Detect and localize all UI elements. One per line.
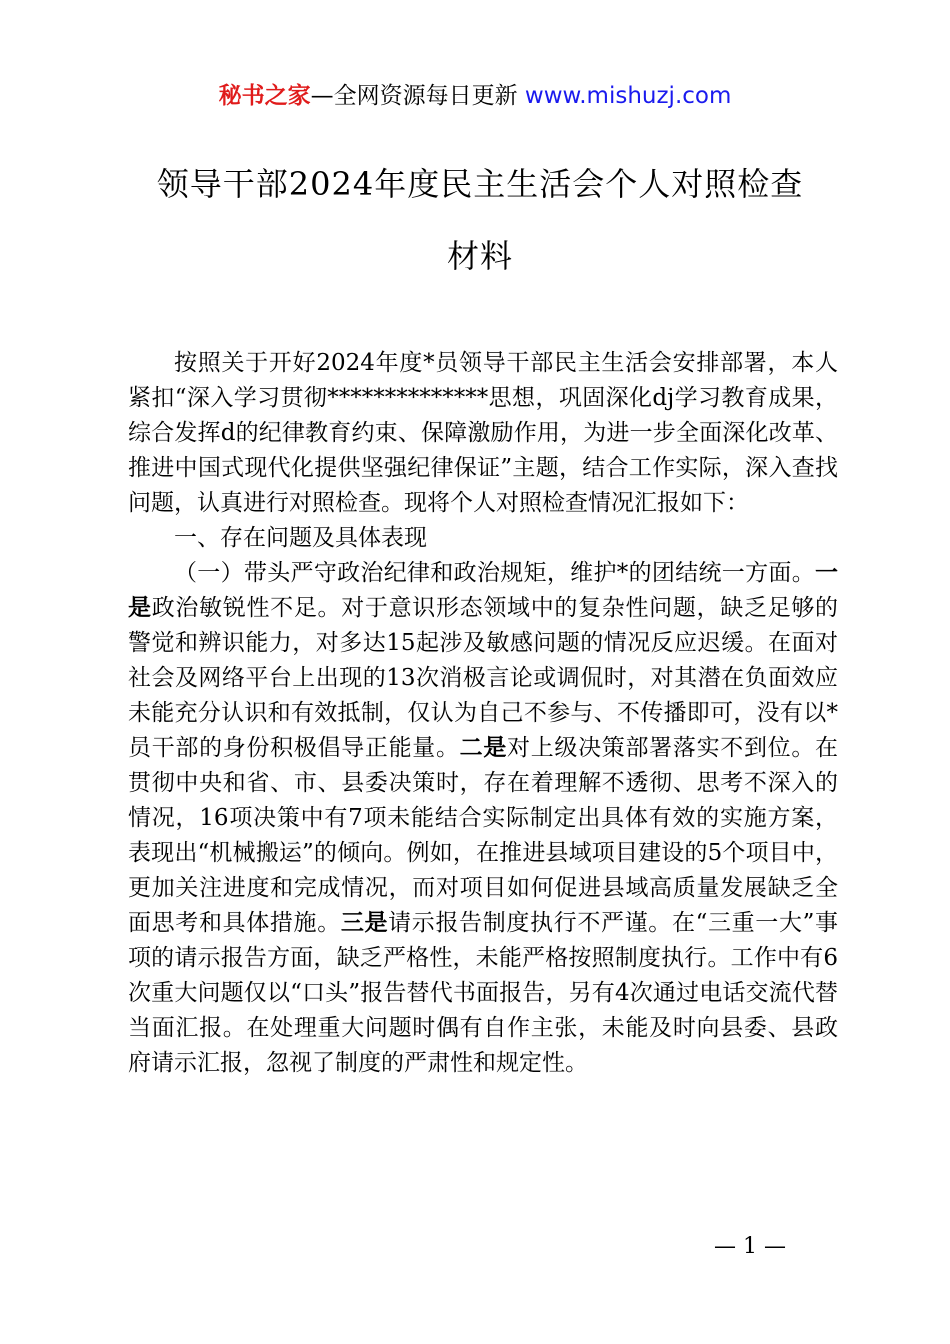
intro-paragraph: 按照关于开好2024年度*员领导干部民主生活会安排部署，本人紧扣“深入学习贯彻**************思想，巩固深化dj学习教育成果，综合发挥d的纪律教育约束、保障激励作用，为进一步全面深化改革、推进中国式现代化提供坚强纪律保证”主题，结合工作实际，深入查找问题，认真进行对照检查。现将个人对照检查情况汇报如下： xyxy=(128,350,838,516)
point-2-text: 对上级决策部署落实不到位。在贯彻中央和省、市、县委决策时，存在着理解不透彻、思考不深入的情况，16项决策中有7项未能结合实际制定出具体有效的实施方案，表现出“机械搬运”的倾向。例如，在推进县域项目建设的5个项目中，更加关注进度和完成情况，而对项目如何促进县域高质量发展缺乏全面思考和具体措施。 xyxy=(128,735,839,936)
point-1-label: 一是 xyxy=(128,560,838,621)
document-body xyxy=(128,346,838,1081)
document-title xyxy=(120,158,840,302)
subsection-paragraph-1 xyxy=(128,556,838,1081)
title-line-2: 材料 xyxy=(446,237,513,275)
title-line-1: 领导干部2024年度民主生活会个人对照检查 xyxy=(156,165,804,203)
site-brand: 秘书之家 xyxy=(218,83,311,109)
site-slogan: —全网资源每日更新 xyxy=(310,83,518,109)
section-heading-1: 一、存在问题及具体表现 xyxy=(174,525,427,551)
point-1-text: 政治敏锐性不足。对于意识形态领域中的复杂性问题，缺乏足够的警觉和辨识能力，对多达15起涉及敏感问题的情况反应迟缓。在面对社会及网络平台上出现的13次消极言论或调侃时，对其潜在负面效应未能充分认识和有效抵制，仅认为自己不参与、不传播即可，没有以*员干部的身份积极倡导正能量。 xyxy=(128,595,839,761)
point-3-text: 请示报告制度执行不严谨。在“三重一大”事项的请示报告方面，缺乏严格性，未能严格按照制度执行。工作中有6次重大问题仅以“口头”报告替代书面报告，另有4次通过电话交流代替当面汇报。在处理重大问题时偶有自作主张，未能及时向县委、县政府请示汇报，忽视了制度的严肃性和规定性。 xyxy=(128,910,839,1076)
page-number: — 1 — xyxy=(714,1234,786,1259)
point-3-label: 三是 xyxy=(340,910,389,936)
point-2-label: 二是 xyxy=(459,735,508,761)
site-url-link[interactable]: www.mishuzj.com xyxy=(524,83,732,109)
site-header xyxy=(0,80,950,112)
subsection-lead: （一）带头严守政治纪律和政治规矩，维护*的团结统一方面。 xyxy=(174,560,815,586)
